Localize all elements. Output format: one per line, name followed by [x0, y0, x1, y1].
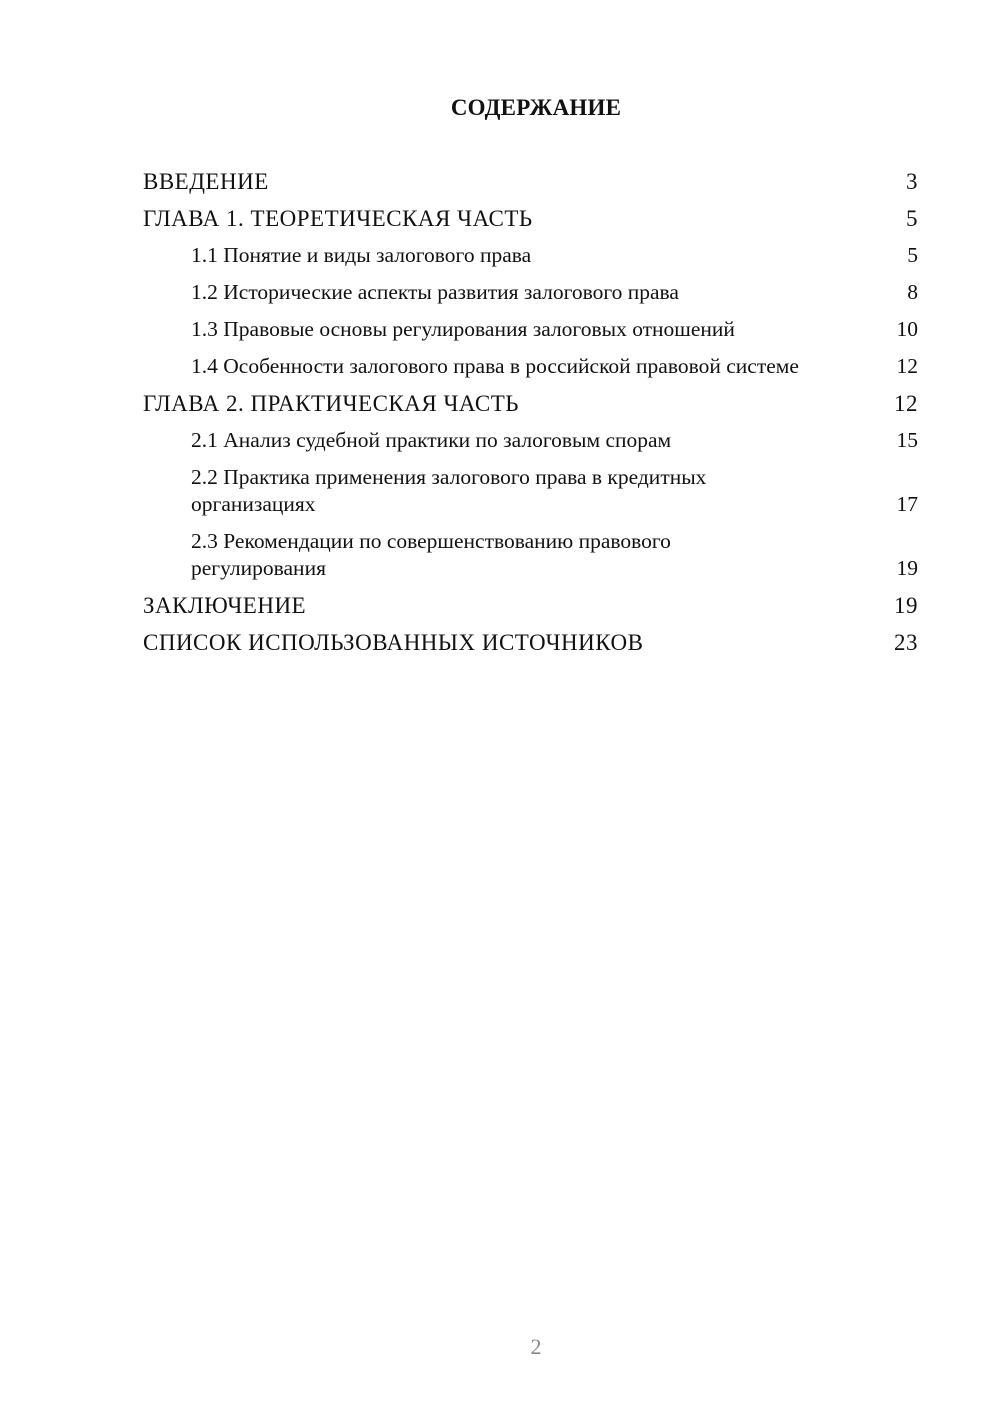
- toc-entry-page: 10: [896, 317, 918, 341]
- page-title: СОДЕРЖАНИЕ: [450, 95, 622, 120]
- toc-entry-title: ЗАКЛЮЧЕНИЕ: [143, 593, 307, 618]
- toc-entry-title: 1.4 Особенности залогового права в российской правовой системе: [191, 354, 799, 378]
- toc-entry-page: 12: [896, 354, 918, 378]
- toc-entry-title: 2.3 Рекомендации по совершенствованию правового регулирования: [191, 529, 671, 580]
- toc-entry-chapter-2[interactable]: [143, 390, 918, 417]
- toc-entry-title: 1.3 Правовые основы регулирования залоговых отношений: [191, 317, 735, 341]
- toc-entry-section-2-1[interactable]: [143, 427, 918, 454]
- toc-entry-title: 1.1 Понятие и виды залогового права: [191, 243, 532, 267]
- table-of-contents: [143, 168, 918, 666]
- toc-entry-title: 2.1 Анализ судебной практики по залоговым спорам: [191, 428, 672, 452]
- toc-entry-page: 12: [894, 391, 918, 416]
- toc-entry-page: 5: [906, 206, 918, 231]
- toc-entry-title: ГЛАВА 1. ТЕОРЕТИЧЕСКАЯ ЧАСТЬ: [143, 206, 533, 231]
- toc-entry-page: 5: [907, 243, 918, 267]
- toc-entry-title: 1.2 Исторические аспекты развития залогового права: [191, 280, 679, 304]
- toc-entry-conclusion[interactable]: [143, 592, 918, 619]
- toc-entry-section-2-3[interactable]: [143, 528, 918, 582]
- toc-entry-page: 19: [894, 593, 918, 618]
- toc-entry-references[interactable]: [143, 629, 918, 656]
- page-number: 2: [530, 1334, 542, 1359]
- toc-entry-title: ВВЕДЕНИЕ: [143, 169, 269, 194]
- toc-entry-section-2-2[interactable]: [143, 464, 918, 518]
- toc-entry-section-1-4[interactable]: [143, 353, 918, 380]
- toc-entry-page: 3: [906, 169, 918, 194]
- toc-entry-section-1-2[interactable]: [143, 279, 918, 306]
- toc-entry-page: 8: [907, 280, 918, 304]
- toc-entry-introduction[interactable]: [143, 168, 918, 195]
- toc-entry-section-1-3[interactable]: [143, 316, 918, 343]
- toc-entry-title: 2.2 Практика применения залогового права в кредитных организациях: [191, 465, 707, 516]
- toc-entry-title: СПИСОК ИСПОЛЬЗОВАННЫХ ИСТОЧНИКОВ: [143, 630, 644, 655]
- toc-entry-title: ГЛАВА 2. ПРАКТИЧЕСКАЯ ЧАСТЬ: [143, 391, 519, 416]
- toc-entry-section-1-1[interactable]: [143, 242, 918, 269]
- toc-entry-page: 15: [896, 428, 918, 452]
- toc-entry-chapter-1[interactable]: [143, 205, 918, 232]
- toc-entry-page: 23: [894, 630, 918, 655]
- toc-entry-page: 17: [896, 492, 918, 516]
- toc-entry-page: 19: [896, 556, 918, 580]
